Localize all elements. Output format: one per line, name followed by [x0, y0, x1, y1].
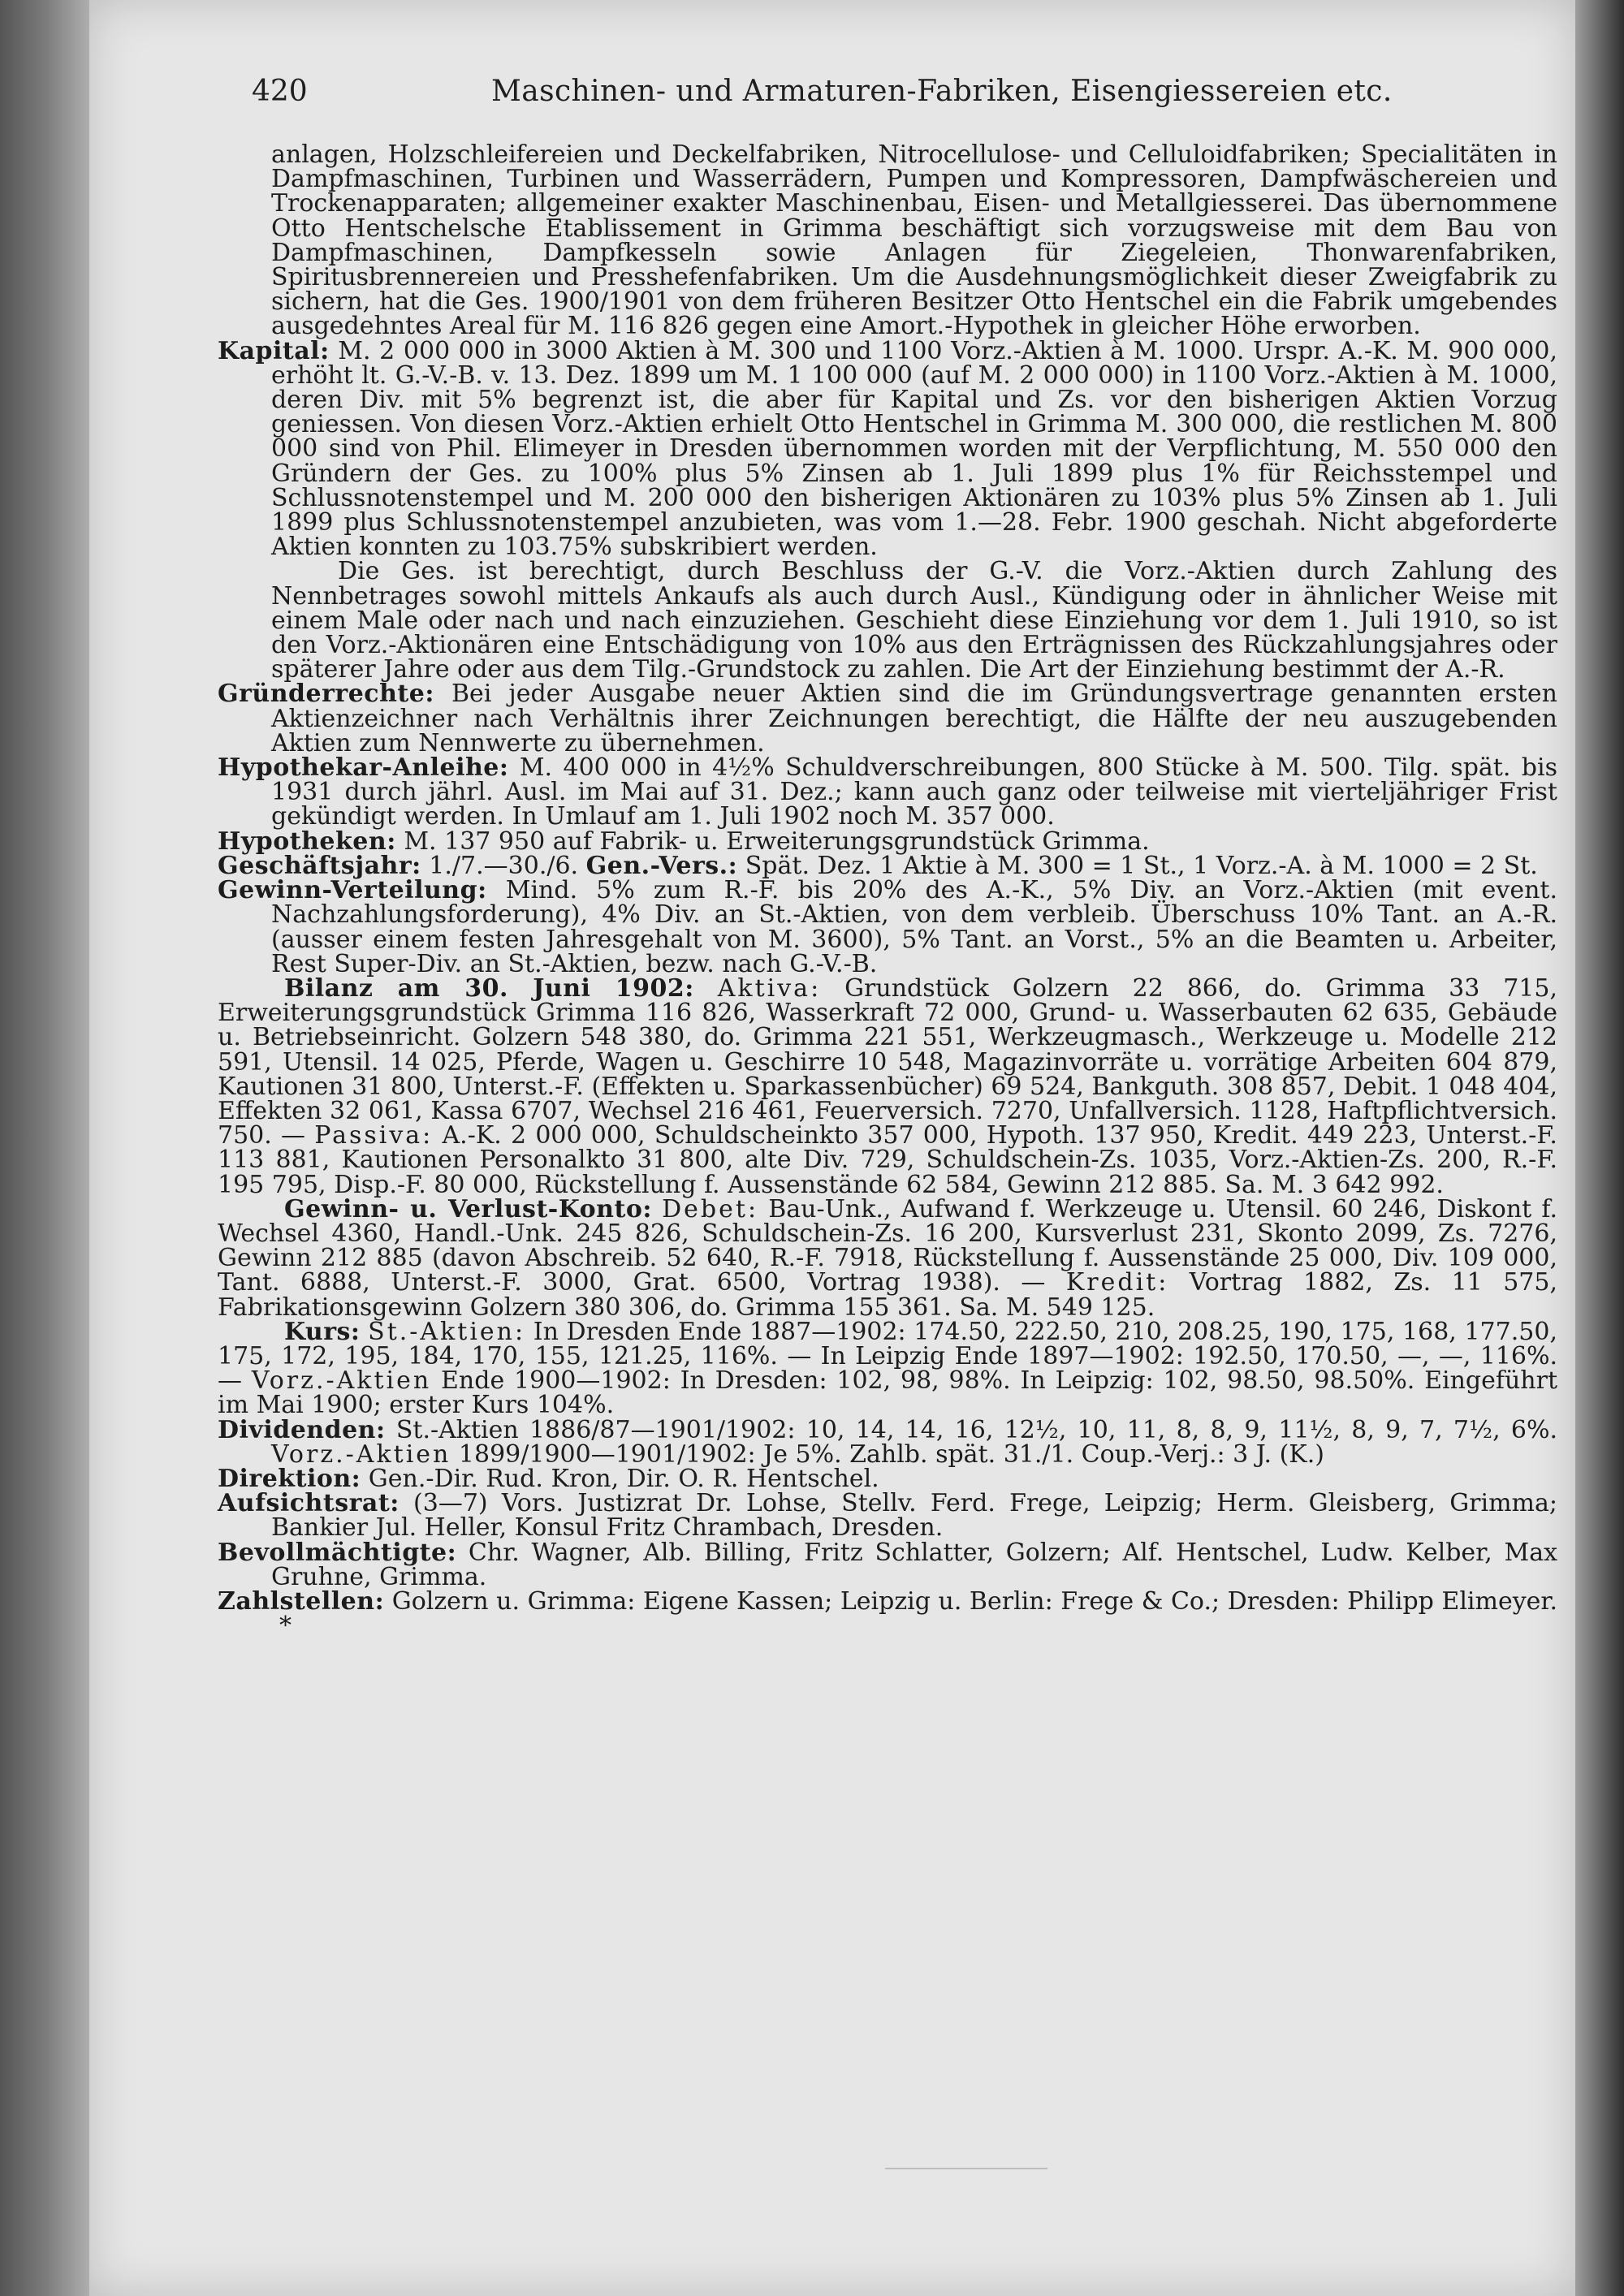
section-kapital — [218, 336, 1557, 562]
debet-label: Debet: — [662, 1194, 759, 1224]
section-text: 1./7.—30./6. — [429, 851, 579, 880]
footer-rule — [885, 2168, 1047, 2169]
scan-left-shadow — [0, 0, 97, 2296]
passiva-label: Passiva: — [314, 1121, 434, 1150]
asterisk-mark: * — [279, 1612, 292, 1641]
section-zahlstellen — [218, 1586, 1557, 1641]
section-text: Gen.-Dir. Rud. Kron, Dir. O. R. Hentschel. — [368, 1464, 879, 1493]
intro-paragraph: anlagen, Holzschleifereien und Deckelfabriken, Nitrocellulose- und Celluloidfabriken; Specialitäten in Dampfmaschinen, Turbinen und Wasserrädern, Pumpen und Kompressoren, Dampfwäschereien und Trockenapparaten; allgemeiner exakter Maschinenbau, Eisen- und Metallgiesserei. Das übernommene Otto Hentschelsche Etablissement in Grimma beschäftigt sich vorzugsweise mit dem Bau von Dampfmaschinen, Dampfkesseln sowie Anlagen für Ziegeleien, Thonwarenfabriken, Spiritusbrennereien und Presshefenfabriken. Um die Ausdehnungsmöglichkeit dieser Zweigfabrik zu sichern, hat die Ges. 1900/1901 von dem früheren Besitzer Otto Hentschel ein die Fabrik umgebendes ausgedehntes Areal für M. 116 826 gegen eine Amort.-Hypothek in gleicher Höhe erworben. — [271, 140, 1557, 341]
kredit-label: Kredit: — [1065, 1268, 1169, 1297]
page-header — [252, 75, 1494, 115]
section-label: Zahlstellen: — [218, 1586, 385, 1616]
section-label: Direktion: — [218, 1464, 361, 1493]
section-text: (3—7) Vors. Justizrat Dr. Lohse, Stellv. Ferd. Frege, Leipzig; Herm. Gleisberg, Grimma; Bankier Jul. Heller, Konsul Fritz Chrambach, Dresden. — [271, 1489, 1557, 1543]
section-label: Dividenden: — [218, 1415, 386, 1444]
section-text: M. 137 950 auf Fabrik- u. Erweiterungsgrundstück Grimma. — [404, 826, 1150, 856]
scan-right-shadow — [1567, 0, 1624, 2296]
debet-text: Bau-Unk., Aufwand f. Werkzeuge u. Utensil. 60 246, Diskont f. Wechsel 4360, Handl.-Unk. 245 826, Schuldschein-Zs. 16 200, Kursverlust 231, Skonto 2099, Zs. 7276, Gewinn 212 885 (davon Abschreib. 52 640, R.-F. 7918, Rückstellung f. Aussenstände 25 000, Div. 109 000, Tant. 6888, Unterst.-F. 3000, Grat. 6500, Vortrag 1938). — — [218, 1194, 1557, 1297]
page-number: 420 — [252, 75, 308, 108]
section-hypothekar-anleihe — [218, 753, 1557, 831]
section-gruenderrechte — [218, 682, 1557, 756]
section-bilanz — [218, 973, 1557, 1199]
section-label: Kapital: — [218, 336, 330, 365]
section-label: Geschäftsjahr: — [218, 851, 421, 880]
passiva-text: A.-K. 2 000 000, Schuldscheinkto 357 000, Hypoth. 137 950, Kredit. 449 223, Unterst.-F. 113 881, Kautionen Personalkto 31 800, alte Div. 729, Schuldschein-Zs. 1035, Vorz.-Aktien-Zs. 200, R.-F. 195 795, Disp.-F. 80 000, Rückstellung f. Aussenstände 62 584, Gewinn 212 885. Sa. M. 3 642 992. — [218, 1121, 1557, 1199]
section-label: Bevollmächtigte: — [218, 1538, 457, 1567]
section-text: Golzern u. Grimma: Eigene Kassen; Leipzig u. Berlin: Frege & Co.; Dresden: Philipp Elimeyer. — [391, 1586, 1557, 1616]
vorz-aktien-label: Vorz.-Aktien — [251, 1366, 432, 1396]
section-text: St.-Aktien 1886/87—1901/1902: 10, 14, 14, 16, 12½, 10, 11, 8, 8, 9, 11½, 8, 9, 7, 7½, 6%. — [395, 1415, 1557, 1444]
section-direktion — [218, 1464, 1557, 1493]
section-label: Gründerrechte: — [218, 680, 434, 709]
st-aktien-text: In Dresden Ende 1887—1902: 174.50, 222.50, 210, 208.25, 190, 175, 168, 177.50, 175, 172, 195, 184, 170, 155, 121.25, 116%. — In Leipzig Ende 1897—1902: 192.50, 170.50, —, —, 116%. — — [218, 1317, 1557, 1396]
vorz-aktien-text: 1899/1900—1901/1902: Je 5%. Zahlb. spät. 31./1. Coup.-Verj.: 3 J. (K.) — [458, 1439, 1324, 1469]
section-label: Bilanz am 30. Juni 1902: — [284, 973, 694, 1003]
section-text: Bei jeder Ausgabe neuer Aktien sind die im Gründungsvertrage genannten ersten Aktienzeichner nach Verhältnis ihrer Zeichnungen berechtigt, die Hälfte der neu auszugebenden Aktien zum Nennwerte zu übernehmen. — [271, 680, 1557, 757]
section-geschaeftsjahr — [218, 851, 1557, 880]
section-gewinn-verlust — [218, 1194, 1558, 1322]
section-text: M. 400 000 in 4½% Schuldverschreibungen, 800 Stücke à M. 500. Tilg. spät. bis 1931 durch jährl. Ausl. im Mai auf 31. Dez.; kann auch ganz oder teilweise mit vierteljähriger Frist gekündigt werden. In Umlauf am 1. Juli 1902 noch M. 357 000. — [271, 753, 1557, 831]
section-label: Gen.-Vers.: — [585, 851, 738, 880]
section-text: Chr. Wagner, Alb. Billing, Fritz Schlatter, Golzern; Alf. Hentschel, Ludw. Kelber, Max Gruhne, Grimma. — [271, 1538, 1557, 1591]
section-label: Kurs: — [284, 1317, 361, 1346]
section-text: Spät. Dez. 1 Aktie à M. 300 = 1 St., 1 Vorz.-A. à M. 1000 = 2 St. — [745, 851, 1538, 880]
page — [89, 0, 1575, 2296]
section-label: Gewinn-Verteilung: — [218, 876, 487, 905]
vorz-aktien-text: Ende 1900—1902: In Dresden: 102, 98, 98%. In Leipzig: 102, 98.50, 98.50%. Eingeführt im Mai 1900; erster Kurs 104%. — [218, 1366, 1558, 1420]
section-label: Gewinn- u. Verlust-Konto: — [284, 1194, 652, 1224]
running-title: Maschinen- und Armaturen-Fabriken, Eisengiessereien etc. — [491, 75, 1393, 108]
document-body — [218, 140, 1558, 1641]
section-bevollmaechtigte — [218, 1538, 1557, 1591]
section-label: Hypotheken: — [218, 826, 396, 856]
aktiva-text: Grundstück Golzern 22 866, do. Grimma 33 715, Erweiterungsgrundstück Grimma 116 826, Wasserkraft 72 000, Grund- u. Wasserbauten 62 635, Gebäude u. Betriebseinricht. Golzern 548 380, do. Grimma 221 551, Werkzeugmasch., Werkzeuge u. Modelle 212 591, Utensil. 14 025, Pferde, Wagen u. Geschirre 10 548, Magazinvorräte u. vorrätige Arbeiten 604 879, Kautionen 31 800, Unterst.-F. (Effekten u. Sparkassenbücher) 69 524, Bankguth. 308 857, Debit. 1 048 404, Effekten 32 061, Kassa 6707, Wechsel 216 461, Feuerversich. 7270, Unfallversich. 1128, Haftpflichtversich. 750. — — [218, 973, 1557, 1150]
section-label: Hypothekar-Anleihe: — [218, 753, 509, 783]
st-aktien-label: St.-Aktien: — [368, 1317, 526, 1346]
section-label: Aufsichtsrat: — [218, 1489, 400, 1518]
vorz-aktien-label: Vorz.-Aktien — [271, 1439, 451, 1469]
aktiva-label: Aktiva: — [717, 973, 822, 1003]
section-text: Mind. 5% zum R.-F. bis 20% des A.-K., 5% Div. an Vorz.-Aktien (mit event. Nachzahlungsforderung), 4% Div. an St.-Aktien, von dem verbleib. Überschuss 10% Tant. an A.-R. (ausser einem festen Jahresgehalt von M. 3600), 5% Tant. an Vorst., 5% an die Beamten u. Arbeiter, Rest Super-Div. an St.-Aktien, bezw. nach G.-V.-B. — [271, 876, 1558, 978]
section-aufsichtsrat — [218, 1489, 1557, 1543]
section-hypotheken — [218, 826, 1557, 856]
kapital-paragraph-2: Die Ges. ist berechtigt, durch Beschluss der G.-V. die Vorz.-Aktien durch Zahlung des Nennbetrages sowohl mittels Ankaufs als auch durch Ausl., Kündigung oder in ähnlicher Weise mit einem Male oder nach und nach einzuziehen. Geschieht diese Einziehung vor dem 1. Juli 1910, so ist den Vorz.-Aktionären eine Entschädigung von 10% aus den Erträgnissen des Rückzahlungsjahres oder späterer Jahre oder aus dem Tilg.-Grundstock zu zahlen. Die Art der Einziehung bestimmt der A.-R. — [271, 557, 1557, 684]
section-gewinn-verteilung — [218, 878, 1557, 977]
section-text: M. 2 000 000 in 3000 Aktien à M. 300 und 1100 Vorz.-Aktien à M. 1000. Urspr. A.-K. M. 900 000, erhöht lt. G.-V.-B. v. 13. Dez. 1899 um M. 1 100 000 (auf M. 2 000 000) in 1100 Vorz.-Aktien à M. 1000, deren Div. mit 5% begrenzt ist, die aber für Kapital und Zs. vor den bisherigen Aktien Vorzug geniessen. Von diesen Vorz.-Aktien erhielt Otto Hentschel in Grimma M. 300 000, die restlichen M. 800 000 sind von Phil. Elimeyer in Dresden übernommen worden mit der Verpflichtung, M. 550 000 den Gründern der Ges. zu 100% plus 5% Zinsen ab 1. Juli 1899 plus 1% für Reichsstempel und Schlussnotenstempel und M. 200 000 den bisherigen Aktionären zu 103% plus 5% Zinsen ab 1. Juli 1899 plus Schlussnotenstempel anzubieten, was vom 1.—28. Febr. 1900 geschah. Nicht abgeforderte Aktien konnten zu 103.75% subskribiert werden. — [271, 336, 1557, 562]
kredit-text: Vortrag 1882, Zs. 11 575, Fabrikationsgewinn Golzern 380 306, do. Grimma 155 361. Sa. M. 549 125. — [218, 1268, 1558, 1322]
section-kurs — [218, 1317, 1558, 1420]
section-dividenden — [218, 1415, 1557, 1469]
